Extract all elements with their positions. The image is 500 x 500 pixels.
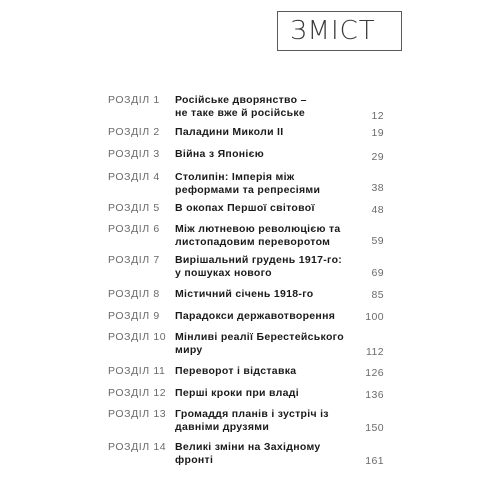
chapter-title: Мінливі реалії Берестейського миру bbox=[175, 331, 344, 356]
chapter-number: РОЗДІЛ 7 bbox=[108, 254, 160, 266]
chapter-title: В окопах Першої світової bbox=[175, 202, 315, 214]
page-number: 150 bbox=[365, 422, 384, 434]
chapter-title: Переворот і відставка bbox=[175, 365, 297, 377]
page-number: 161 bbox=[365, 455, 384, 467]
chapter-title: Війна з Японією bbox=[175, 148, 265, 160]
chapter-title: Містичний січень 1918-го bbox=[175, 288, 314, 300]
chapter-number: РОЗДІЛ 11 bbox=[108, 365, 166, 377]
chapter-title: Російське дворянство – не таке вже й російське bbox=[175, 94, 307, 119]
page-number: 112 bbox=[366, 346, 384, 358]
page-number: 126 bbox=[365, 367, 384, 379]
chapter-title: Парадокси державотворення bbox=[175, 310, 336, 322]
page-number: 85 bbox=[371, 289, 384, 301]
chapter-title: Столипін: Імперія між реформами та репресіями bbox=[175, 171, 321, 196]
chapter-number: РОЗДІЛ 12 bbox=[108, 387, 167, 399]
chapter-title: Між лютневою революцією та листопадовим переворотом bbox=[175, 223, 341, 248]
chapter-number: РОЗДІЛ 3 bbox=[108, 148, 160, 160]
page-number: 12 bbox=[371, 110, 384, 122]
page-number: 19 bbox=[371, 127, 384, 139]
chapter-number: РОЗДІЛ 1 bbox=[108, 94, 160, 106]
page-number: 48 bbox=[371, 204, 384, 216]
page-number: 59 bbox=[371, 235, 384, 247]
chapter-title: Великі зміни на Західному фронті bbox=[175, 441, 321, 466]
chapter-title: Паладини Миколи II bbox=[175, 126, 284, 138]
chapter-number: РОЗДІЛ 6 bbox=[108, 223, 160, 235]
chapter-number: РОЗДІЛ 2 bbox=[108, 126, 160, 138]
chapter-number: РОЗДІЛ 8 bbox=[108, 288, 160, 300]
page-number: 69 bbox=[371, 267, 384, 279]
page-number: 38 bbox=[371, 182, 384, 194]
page-title: ЗМІСТ bbox=[290, 16, 376, 46]
chapter-title: Перші кроки при владі bbox=[175, 387, 299, 399]
chapter-number: РОЗДІЛ 5 bbox=[108, 202, 160, 214]
page-number: 136 bbox=[365, 389, 384, 401]
page-number: 29 bbox=[371, 151, 384, 163]
chapter-number: РОЗДІЛ 4 bbox=[108, 171, 160, 183]
chapter-number: РОЗДІЛ 9 bbox=[108, 310, 160, 322]
page-number: 100 bbox=[365, 311, 384, 323]
chapter-number: РОЗДІЛ 10 bbox=[108, 331, 167, 343]
chapter-number: РОЗДІЛ 14 bbox=[108, 441, 167, 453]
chapter-title: Вирішальний грудень 1917-го: у пошуках нового bbox=[175, 254, 343, 279]
chapter-number: РОЗДІЛ 13 bbox=[108, 408, 167, 420]
chapter-title: Громаддя планів і зустріч із давніми друзями bbox=[175, 408, 329, 433]
